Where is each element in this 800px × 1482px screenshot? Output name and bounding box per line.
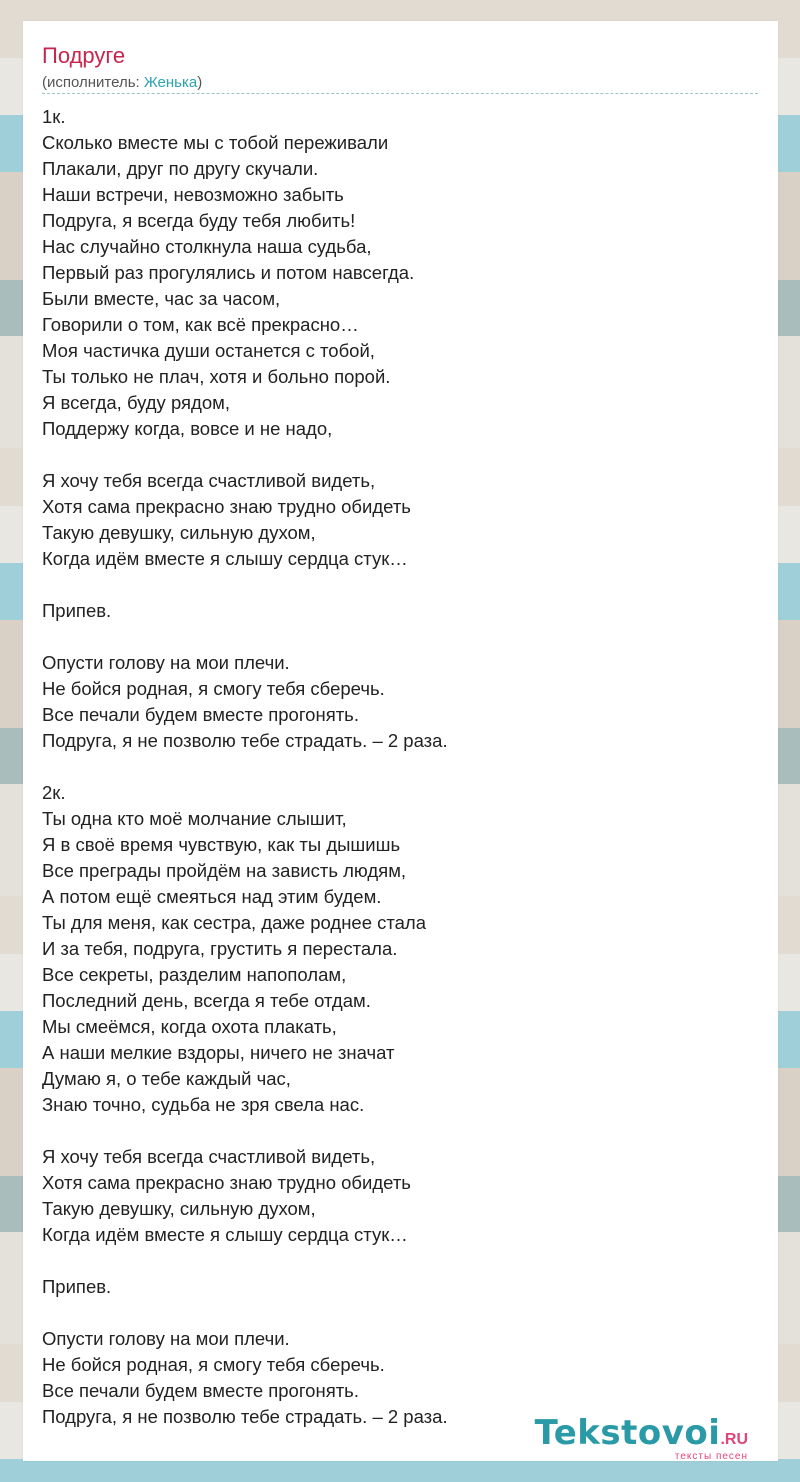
- logo-brand: Tekstovoi: [534, 1413, 721, 1453]
- lyric-line: [42, 624, 752, 650]
- lyric-line: Хотя сама прекрасно знаю трудно обидеть: [42, 496, 411, 517]
- performer-line: [42, 73, 202, 93]
- lyric-line: Я в своё время чувствую, как ты дышишь: [42, 834, 401, 855]
- lyric-line: Поддержу когда, вовсе и не надо,: [42, 418, 333, 439]
- lyric-line: Такую девушку, сильную духом,: [42, 1198, 316, 1219]
- lyric-line: Подруга, я не позволю тебе страдать. – 2 раза.: [42, 1406, 448, 1427]
- performer-prefix: (исполнитель:: [42, 74, 144, 91]
- lyric-line: Плакали, друг по другу скучали.: [42, 158, 319, 179]
- lyric-line: 1к.: [42, 106, 66, 127]
- lyric-line: Ты одна кто моё молчание слышит,: [42, 808, 347, 829]
- lyric-line: Наши встречи, невозможно забыть: [42, 184, 344, 205]
- lyric-line: Сколько вместе мы с тобой переживали: [42, 132, 389, 153]
- lyric-line: Первый раз прогулялись и потом навсегда.: [42, 262, 415, 283]
- lyric-line: А наши мелкие вздоры, ничего не значат: [42, 1042, 395, 1063]
- lyrics-text: [42, 104, 752, 1430]
- lyric-line: [42, 1118, 752, 1144]
- lyric-line: [42, 1248, 752, 1274]
- artist-link[interactable]: Женька: [143, 74, 198, 91]
- lyric-line: [42, 1300, 752, 1326]
- lyric-line: Я хочу тебя всегда счастливой видеть,: [42, 1146, 376, 1167]
- lyric-line: Все секреты, разделим напополам,: [42, 964, 347, 985]
- lyric-line: Припев.: [42, 1276, 112, 1297]
- lyric-line: Все преграды пройдём на зависть людям,: [42, 860, 407, 881]
- lyric-line: Не бойся родная, я смогу тебя сберечь.: [42, 678, 385, 699]
- logo-tagline: тексты песен: [674, 1451, 748, 1462]
- lyric-line: Опусти голову на мои плечи.: [42, 652, 290, 673]
- lyric-line: Думаю я, о тебе каждый час,: [42, 1068, 291, 1089]
- lyric-line: Такую девушку, сильную духом,: [42, 522, 316, 543]
- lyric-line: Нас случайно столкнула наша судьба,: [42, 236, 372, 257]
- lyric-line: 2к.: [42, 782, 66, 803]
- lyric-line: Мы смеёмся, когда охота плакать,: [42, 1016, 337, 1037]
- lyric-line: Моя частичка души останется с тобой,: [42, 340, 375, 361]
- lyric-line: Последний день, всегда я тебе отдам.: [42, 990, 371, 1011]
- lyric-line: Припев.: [42, 600, 112, 621]
- lyric-line: Я всегда, буду рядом,: [42, 392, 230, 413]
- performer-suffix: ): [197, 74, 203, 91]
- lyric-line: Все печали будем вместе прогонять.: [42, 1380, 359, 1401]
- site-logo[interactable]: [534, 1413, 748, 1462]
- lyric-line: Когда идём вместе я слышу сердца стук…: [42, 548, 408, 569]
- lyric-line: Хотя сама прекрасно знаю трудно обидеть: [42, 1172, 411, 1193]
- lyric-line: И за тебя, подруга, грустить я перестала.: [42, 938, 398, 959]
- lyrics-card: [23, 21, 778, 1461]
- lyric-line: [42, 754, 752, 780]
- song-title: Подруге: [42, 43, 126, 68]
- lyric-line: Опусти голову на мои плечи.: [42, 1328, 290, 1349]
- lyric-line: Ты для меня, как сестра, даже роднее стала: [42, 912, 427, 933]
- lyric-line: Когда идём вместе я слышу сердца стук…: [42, 1224, 408, 1245]
- lyric-line: Говорили о том, как всё прекрасно…: [42, 314, 359, 335]
- lyric-line: Я хочу тебя всегда счастливой видеть,: [42, 470, 376, 491]
- lyric-line: А потом ещё смеяться над этим будем.: [42, 886, 382, 907]
- lyric-line: Ты только не плач, хотя и больно порой.: [42, 366, 391, 387]
- lyric-line: Подруга, я всегда буду тебя любить!: [42, 210, 356, 231]
- lyric-line: Подруга, я не позволю тебе страдать. – 2 раза.: [42, 730, 448, 751]
- lyric-line: Не бойся родная, я смогу тебя сберечь.: [42, 1354, 385, 1375]
- logo-tld: .RU: [720, 1431, 748, 1448]
- lyric-line: [42, 442, 752, 468]
- lyric-line: Были вместе, час за часом,: [42, 288, 281, 309]
- lyric-line: [42, 572, 752, 598]
- lyric-line: Знаю точно, судьба не зря свела нас.: [42, 1094, 365, 1115]
- lyric-line: Все печали будем вместе прогонять.: [42, 704, 359, 725]
- title-divider: [42, 93, 758, 94]
